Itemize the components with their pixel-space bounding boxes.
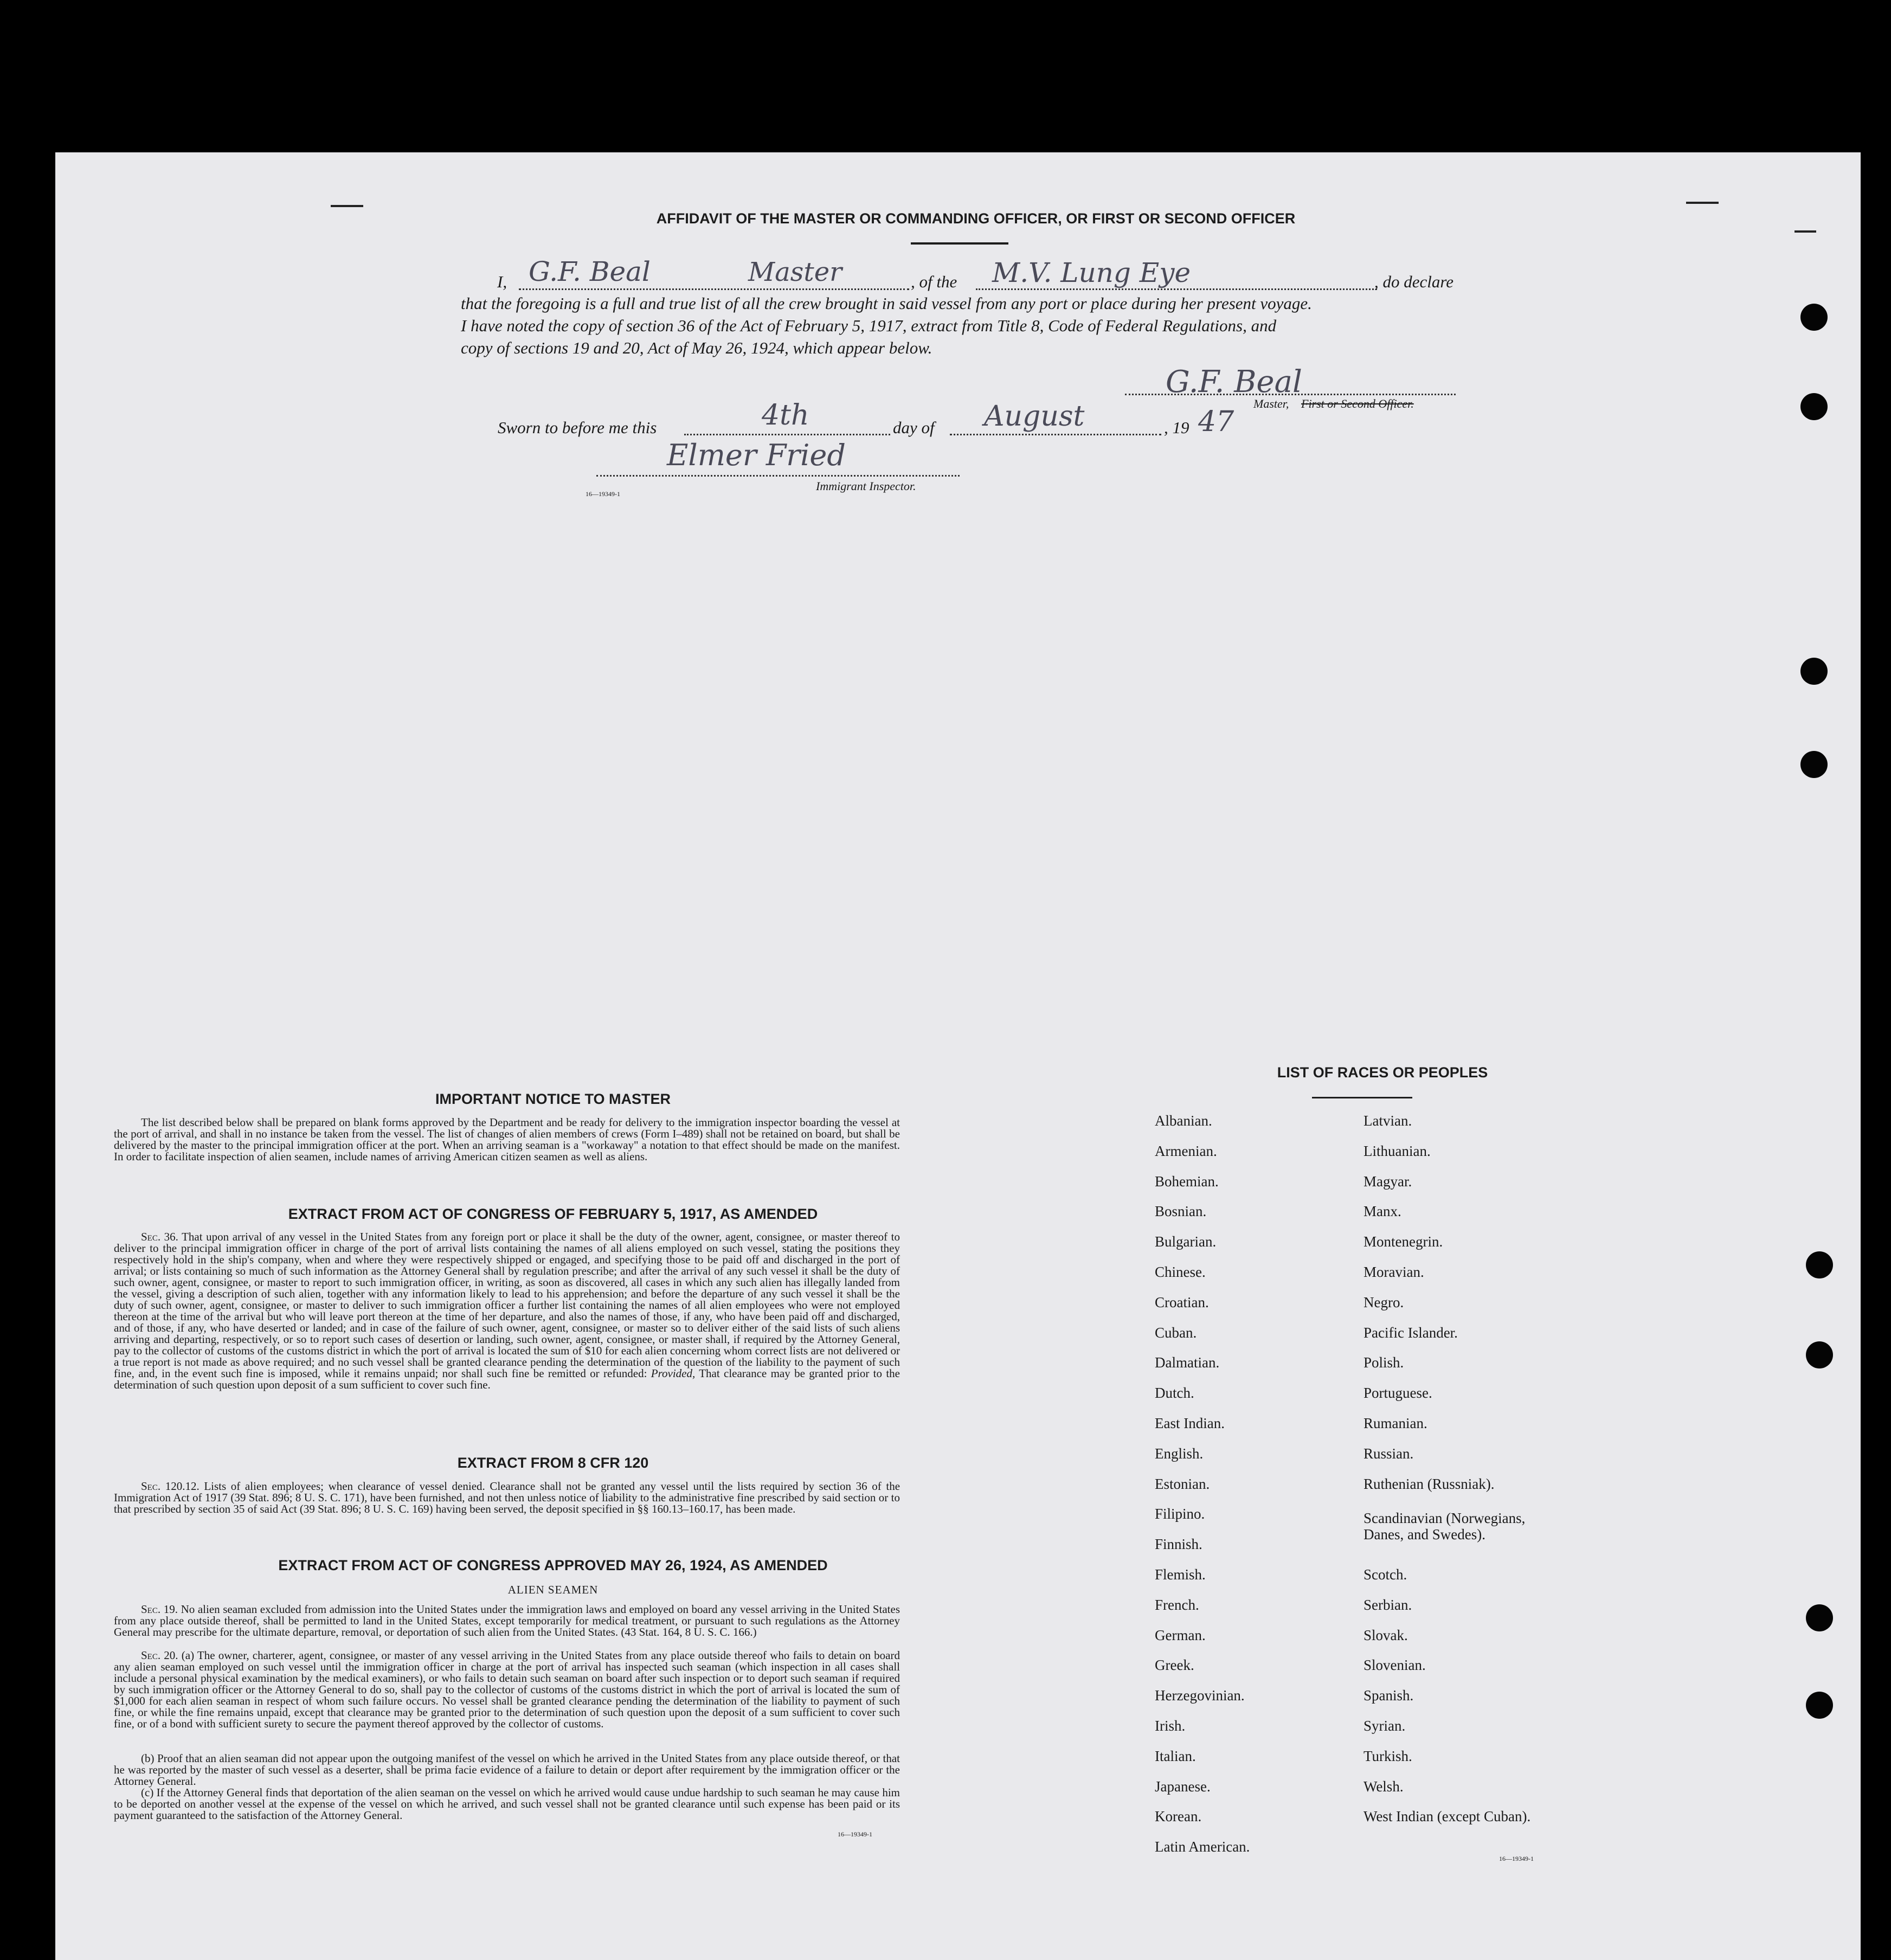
affidavit-title: AFFIDAVIT OF THE MASTER OR COMMANDING OFFICER, OR FIRST OR SECOND OFFICER [656, 210, 1296, 227]
notice-text [114, 1117, 900, 1162]
punch-hole [1806, 1341, 1833, 1368]
punch-hole [1806, 1251, 1833, 1278]
punch-hole [1806, 1692, 1833, 1719]
sec-20a-text [114, 1650, 900, 1730]
race-item-left: German. [1155, 1627, 1206, 1643]
handwritten-name: G.F. Beal [529, 256, 651, 287]
race-item-right: Moravian. [1363, 1264, 1424, 1280]
race-item-right: Scotch. [1363, 1566, 1407, 1583]
sec-36-body: That upon arrival of any vessel in the United States from any foreign port or place it shall be the duty of the owner, agent, consignee, or master thereof to deliver to the principal immigration officer in charge of the port of arrival lists containing the names of all aliens employed on such vessel, stating the positions they respectively hold in the ship's company, when and where they were respectively shipped or engaged, and specifying those to be paid off and discharged in the port of arrival; or lists containing so much of such information as the Attorney General shall by regulation prescribe; and after the arrival of any such vessel it shall be the duty of such owner, agent, consignee, or master to report to such immigration officer, in writing, as soon as discovered, all cases in which any such alien has illegally landed from the vessel, giving a description of such alien, together with any information likely to lead to his apprehension; and before the departure of any such vessel it shall be the duty of such owner, agent, consignee, or master to deliver to such immigration officer a further list containing the names of all alien employees who were not employed thereon at the time of the arrival but who will leave port thereon at the time of her departure, and also the names of those, if any, who have been paid off and discharged, and of those, if any, who have deserted or landed; and in case of the failure of such owner, agent, consignee, or master so to deliver either of the said lists of such aliens arriving and departing, respectively, or so to report such cases of desertion or landing, such owner, agent, consignee, or master shall, if required by the Attorney General, pay to the collector of customs of the customs district in which the port of arrival is located the sum of $10 for each alien concerning whom correct lists are not delivered or a true report is not made as above required; and no such vessel shall be granted clearance pending the determination of the question of the liability to the payment of such fine, and, in the event such fine is imposed, while it remains unpaid; nor shall such fine be remitted or refunded: [114, 1230, 900, 1380]
race-item-left: Croatian. [1155, 1294, 1209, 1310]
sec-19-label: Sec. 19. [141, 1603, 178, 1616]
race-item-right: Montenegrin. [1363, 1233, 1443, 1250]
master-label: Master, [1253, 397, 1289, 410]
race-item-left: Dalmatian. [1155, 1354, 1220, 1371]
race-item-right: Latvian. [1363, 1113, 1412, 1129]
race-item-left: Filipino. [1155, 1506, 1205, 1522]
race-item-right: Manx. [1363, 1203, 1401, 1220]
race-item-left: French. [1155, 1596, 1199, 1613]
sec-36-label: Sec. 36. [141, 1230, 178, 1243]
race-item-right: Turkish. [1363, 1747, 1412, 1764]
race-item-right: Ruthenian (Russniak). [1363, 1475, 1495, 1492]
form-number-right: 16—19349-1 [1499, 1855, 1534, 1862]
affidavit-line-4: copy of sections 19 and 20, Act of May 26, 1924, which appear below. [461, 338, 932, 357]
punch-hole [1800, 393, 1828, 420]
race-item-left: Armenian. [1155, 1142, 1217, 1159]
sec-20b-body: (b) Proof that an alien seaman did not appear upon the outgoing manifest of the vessel on which he arrived in the United States from any place outside thereof, or that he was reported by the master of such vessel as a deserter, shall be prima facie evidence of a failure to detain or deport after requirement by the immigration officer or the Attorney General. [114, 1752, 900, 1788]
race-item-left: Dutch. [1155, 1385, 1194, 1402]
race-item-right: Slovenian. [1363, 1657, 1426, 1674]
race-item-left: Cuban. [1155, 1324, 1197, 1341]
proviso-body: That clearance may be granted prior to the determination of such question upon deposit of a sum sufficient to cover such fine. [114, 1367, 900, 1391]
race-item-left: Irish. [1155, 1718, 1186, 1734]
sec-20c-text [114, 1787, 900, 1821]
handwritten-month: August [984, 400, 1085, 433]
extract-1924-title: EXTRACT FROM ACT OF CONGRESS APPROVED MAY 26, 1924, AS AMENDED [278, 1557, 828, 1573]
master-signature: G.F. Beal [1166, 364, 1302, 400]
race-item-left: Finnish. [1155, 1536, 1202, 1553]
sec-20-label: Sec. 20. [141, 1649, 178, 1662]
race-item-left: Bosnian. [1155, 1203, 1207, 1220]
race-item-left: Bohemian. [1155, 1173, 1219, 1190]
alien-seamen-subtitle: ALIEN SEAMEN [507, 1583, 599, 1596]
race-item-left: Japanese. [1155, 1778, 1211, 1795]
vessel-line [976, 288, 1377, 290]
day-line [684, 434, 890, 435]
sworn-label: Sworn to before me this [498, 418, 657, 437]
race-item-right: Magyar. [1363, 1173, 1412, 1190]
form-number-left: 16—19349-1 [838, 1830, 872, 1838]
extract-cfr-title: EXTRACT FROM 8 CFR 120 [457, 1455, 649, 1471]
sec-20a-body: (a) The owner, charterer, agent, consignee, or master of any vessel arriving in the United States from any place outside thereof who fails to detain on board any alien seaman employed on such vessel until the immigration officer in charge at the port of arrival has inspected such seaman (which inspection in all cases shall include a personal physical examination by the medical examiners), or who fails to detain such seaman on board after such inspection or to deport such seaman if required by such immigration officer or the Attorney General to do so, shall pay to the collector of customs of the customs district in which the port of arrival is located the sum of $1,000 for each alien seaman in respect of whom such failure occurs. No vessel shall be granted clearance pending the determination of the liability to payment of such fine, or while the fine remains unpaid, except that clearance may be granted prior to the determination of such question upon the deposit of a sum sufficient to cover such fine, or of a bond with sufficient surety to secure the payment thereof approved by the collector of customs. [114, 1649, 900, 1730]
race-item-right: Lithuanian. [1363, 1142, 1431, 1159]
race-item-right: Portuguese. [1363, 1385, 1432, 1402]
officer-label-struck: First or Second Officer. [1301, 397, 1414, 410]
inspector-label: Immigrant Inspector. [816, 479, 916, 493]
race-item-left: Albanian. [1155, 1113, 1212, 1129]
handwritten-role: Master [748, 257, 842, 287]
race-item-right: Polish. [1363, 1354, 1404, 1371]
handwritten-year: 47 [1198, 406, 1234, 438]
race-item-right: Negro. [1363, 1294, 1404, 1310]
handwritten-vessel: M.V. Lung Eye [992, 257, 1191, 288]
notice-title: IMPORTANT NOTICE TO MASTER [435, 1091, 671, 1107]
month-line [950, 434, 1161, 435]
title-rule [911, 242, 1008, 245]
race-item-right: Rumanian. [1363, 1415, 1427, 1431]
race-item-left: Greek. [1155, 1657, 1194, 1674]
sec-19-body: No alien seaman excluded from admission into the United States under the immigration laws and employed on board any vessel arriving in the United States from any place outside thereof, shall be permitted to land in the United States, except temporarily for medical treatment, or pursuant to such regulations as the Attorney General may prescribe for the ultimate departure, removal, or deportation of such alien from the United States. (43 Stat. 164, 8 U. S. C. 166.) [114, 1603, 900, 1638]
race-item-right: Syrian. [1363, 1718, 1406, 1734]
inspector-signature: Elmer Fried [667, 438, 846, 472]
sec-20c-body: (c) If the Attorney General finds that deportation of the alien seaman on the vessel on which he arrived would cause undue hardship to such seaman he may cause him to be deported on another vessel at the expense of the vessel on which he arrived, and such vessel shall not be granted clearance until such expense has been paid or its payment guaranteed to the satisfaction of the Attorney General. [114, 1786, 900, 1822]
race-item-left: Bulgarian. [1155, 1233, 1217, 1250]
inspector-line [596, 475, 960, 477]
extract-1917-title: EXTRACT FROM ACT OF CONGRESS OF FEBRUARY 5, 1917, AS AMENDED [288, 1206, 818, 1222]
punch-hole [1800, 751, 1828, 778]
proviso-label: Provided, [651, 1367, 696, 1380]
notice-body: The list described below shall be prepared on blank forms approved by the Department and be ready for delivery to the immigration inspector boarding the vessel at the port of arrival, and shall in no instance be taken from the vessel. The list of changes of alien members of crews (Form I–489) shall not be retained on board, but shall be delivered by the master to the principal immigration officer at the port. When an arriving seaman is a "workaway" a notation to that effect should be made on the manifest. In order to facilitate inspection of alien seamen, include names of arriving American citizen seamen as well as aliens. [114, 1116, 900, 1163]
affidavit-line-2: that the foregoing is a full and true list of all the crew brought in said vessel from any port or place during her present voyage. [461, 294, 1312, 313]
race-item-left: Estonian. [1155, 1475, 1210, 1492]
race-item-right: Serbian. [1363, 1596, 1412, 1613]
handwritten-day: 4th [762, 399, 809, 432]
day-of-label: day of [893, 418, 935, 437]
race-item-left: Herzegovinian. [1155, 1687, 1245, 1704]
affidavit-of-the: , of the [911, 272, 957, 291]
sec-19-text [114, 1604, 900, 1638]
affidavit-line-3: I have noted the copy of section 36 of the Act of February 5, 1917, extract from Title 8, Code of Federal Regulations, and [461, 316, 1277, 335]
sec-20b-text [114, 1753, 900, 1787]
year-prefix: , 19 [1164, 418, 1189, 437]
race-item-left: Flemish. [1155, 1566, 1206, 1583]
race-item-left: Chinese. [1155, 1264, 1206, 1280]
race-item-right: Scandinavian (Norwegians, Danes, and Swedes). [1363, 1510, 1526, 1543]
dust-speck [331, 205, 363, 207]
race-item-right: Pacific Islander. [1363, 1324, 1458, 1341]
race-item-right: Welsh. [1363, 1778, 1404, 1795]
affidavit-declare: , do declare [1374, 272, 1454, 291]
race-item-right: Russian. [1363, 1445, 1414, 1462]
form-number-top: 16—19349-1 [586, 490, 620, 498]
name-line [519, 288, 909, 290]
punch-hole [1800, 658, 1828, 685]
race-item-left: Italian. [1155, 1747, 1196, 1764]
punch-hole [1806, 1604, 1833, 1631]
race-item-left: English. [1155, 1445, 1204, 1462]
sec-120-body: Lists of alien employees; when clearance of vessel denied. Clearance shall not be granted any vessel until the lists required by section 36 of the Immigration Act of 1917 (39 Stat. 896; 8 U. S. C. 171), have been furnished, and not then unless notice of liability to the administrative fine prescribed by said section or to that prescribed by section 35 of said Act (39 Stat. 896; 8 U. S. C. 169) having been served, the deposit specified in §§ 160.13–160.17, has been made. [114, 1480, 901, 1515]
extract-1917-text [114, 1231, 900, 1391]
race-item-left: Latin American. [1155, 1839, 1250, 1855]
races-title: LIST OF RACES OR PEOPLES [1277, 1064, 1488, 1081]
races-title-rule [1312, 1097, 1412, 1098]
dust-speck [1686, 202, 1719, 204]
dust-speck [1794, 230, 1816, 233]
affidavit-i: I, [497, 272, 507, 291]
race-item-right: Slovak. [1363, 1627, 1408, 1643]
punch-hole [1800, 304, 1828, 331]
sec-120-label: Sec. 120.12. [141, 1480, 200, 1493]
extract-cfr-text [114, 1481, 900, 1515]
race-item-left: East Indian. [1155, 1415, 1225, 1431]
race-item-right: West Indian (except Cuban). [1363, 1808, 1531, 1825]
race-item-right: Spanish. [1363, 1687, 1414, 1704]
race-item-left: Korean. [1155, 1808, 1202, 1825]
